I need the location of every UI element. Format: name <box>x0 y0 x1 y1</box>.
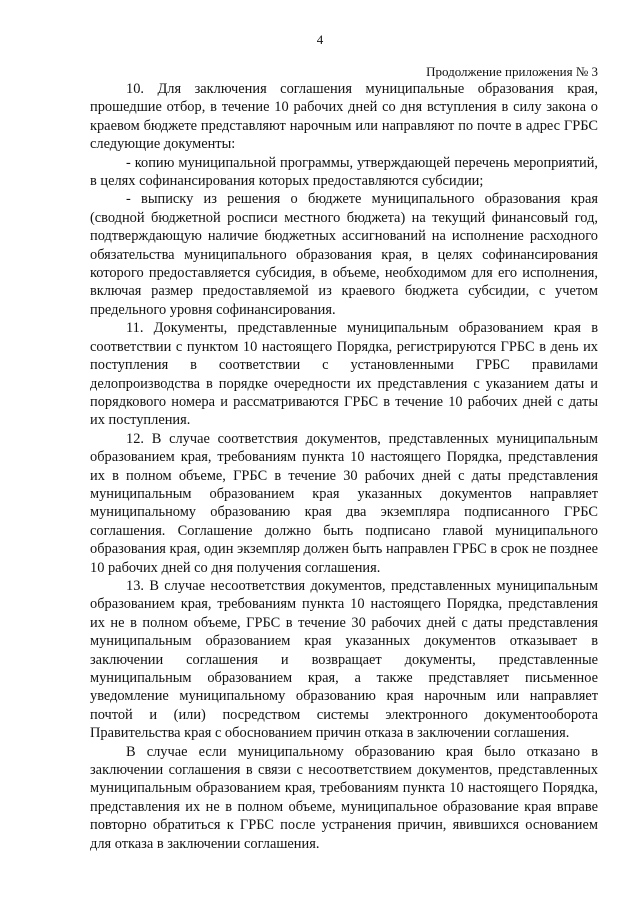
paragraph-10-item-budget-extract: - выписку из решения о бюджете муниципального образования края (сводной бюджетной росписи местного бюджета) на текущий финансовый год, подтверждающую наличие бюджетных ассигнований на исполнение расходного обязательства муниципального образования края, в целях софинансирования которого предоставляется субсидия, в объеме, необходимом для его исполнения, включая размер предоставляемой из краевого бюджета субсидии, с учетом предельного уровня софинансирования. <box>90 191 598 318</box>
paragraph-10-item-program: - копию муниципальной программы, утверждающей перечень мероприятий, в целях софинансирования которых предоставляются субсидии; <box>90 154 598 190</box>
paragraph-13: 13. В случае несоответствия документов, представленных муниципальным образованием края, требованиям пункта 10 настоящего Порядка, представления их не в полном объеме, ГРБС в течение 30 рабочих дней с даты представления муниципальным образованием края указанных документов отказывает в заключении соглашения и возвращает документы, представленные муниципальным образованием края, а также представляет письменное уведомление муниципальному образованию края нарочным или направляет почтой и (или) посредством системы электронного документооборота Правительства края с обоснованием причин отказа в заключении соглашения. <box>90 577 598 742</box>
document-body <box>90 80 598 853</box>
paragraph-13-refusal-note: В случае если муниципальному образованию края было отказано в заключении соглашения в связи с несоответствием документов, представленных муниципальным образованием края, требованиям пункта 10 настоящего Порядка, представления их не в полном объеме, муниципальное образование края вправе повторно обратиться к ГРБС после устранения причин, явившихся основанием для отказа в заключении соглашения. <box>90 743 598 852</box>
paragraph-12: 12. В случае соответствия документов, представленных муниципальным образованием края, требованиям пункта 10 настоящего Порядка, представления их в полном объеме, ГРБС в течение 30 рабочих дней с даты представления муниципальным образованием края указанных документов направляет муниципальному образованию края два экземпляра подписанного ГРБС соглашения. Соглашение должно быть подписано главой муниципального образования края, один экземпляр должен быть направлен ГРБС в срок не позднее 10 рабочих дней со дня получения соглашения. <box>90 430 598 576</box>
paragraph-11: 11. Документы, представленные муниципальным образованием края в соответствии с пунктом 10 настоящего Порядка, регистрируются ГРБС в день их поступления в соответствии с установленными ГРБС правилами делопроизводства в порядке очередности их представления с указанием даты и порядкового номера и рассматриваются ГРБС в течение 10 рабочих дней с даты их поступления. <box>90 320 598 429</box>
page-number: 4 <box>316 32 324 47</box>
paragraph-10: 10. Для заключения соглашения муниципальные образования края, прошедшие отбор, в течение 10 рабочих дней со дня вступления в силу закона о краевом бюджете представляют нарочным или направляют по почте в адрес ГРБС следующие документы: <box>90 81 598 153</box>
appendix-continuation-note: Продолжение приложения № 3 <box>426 64 598 79</box>
